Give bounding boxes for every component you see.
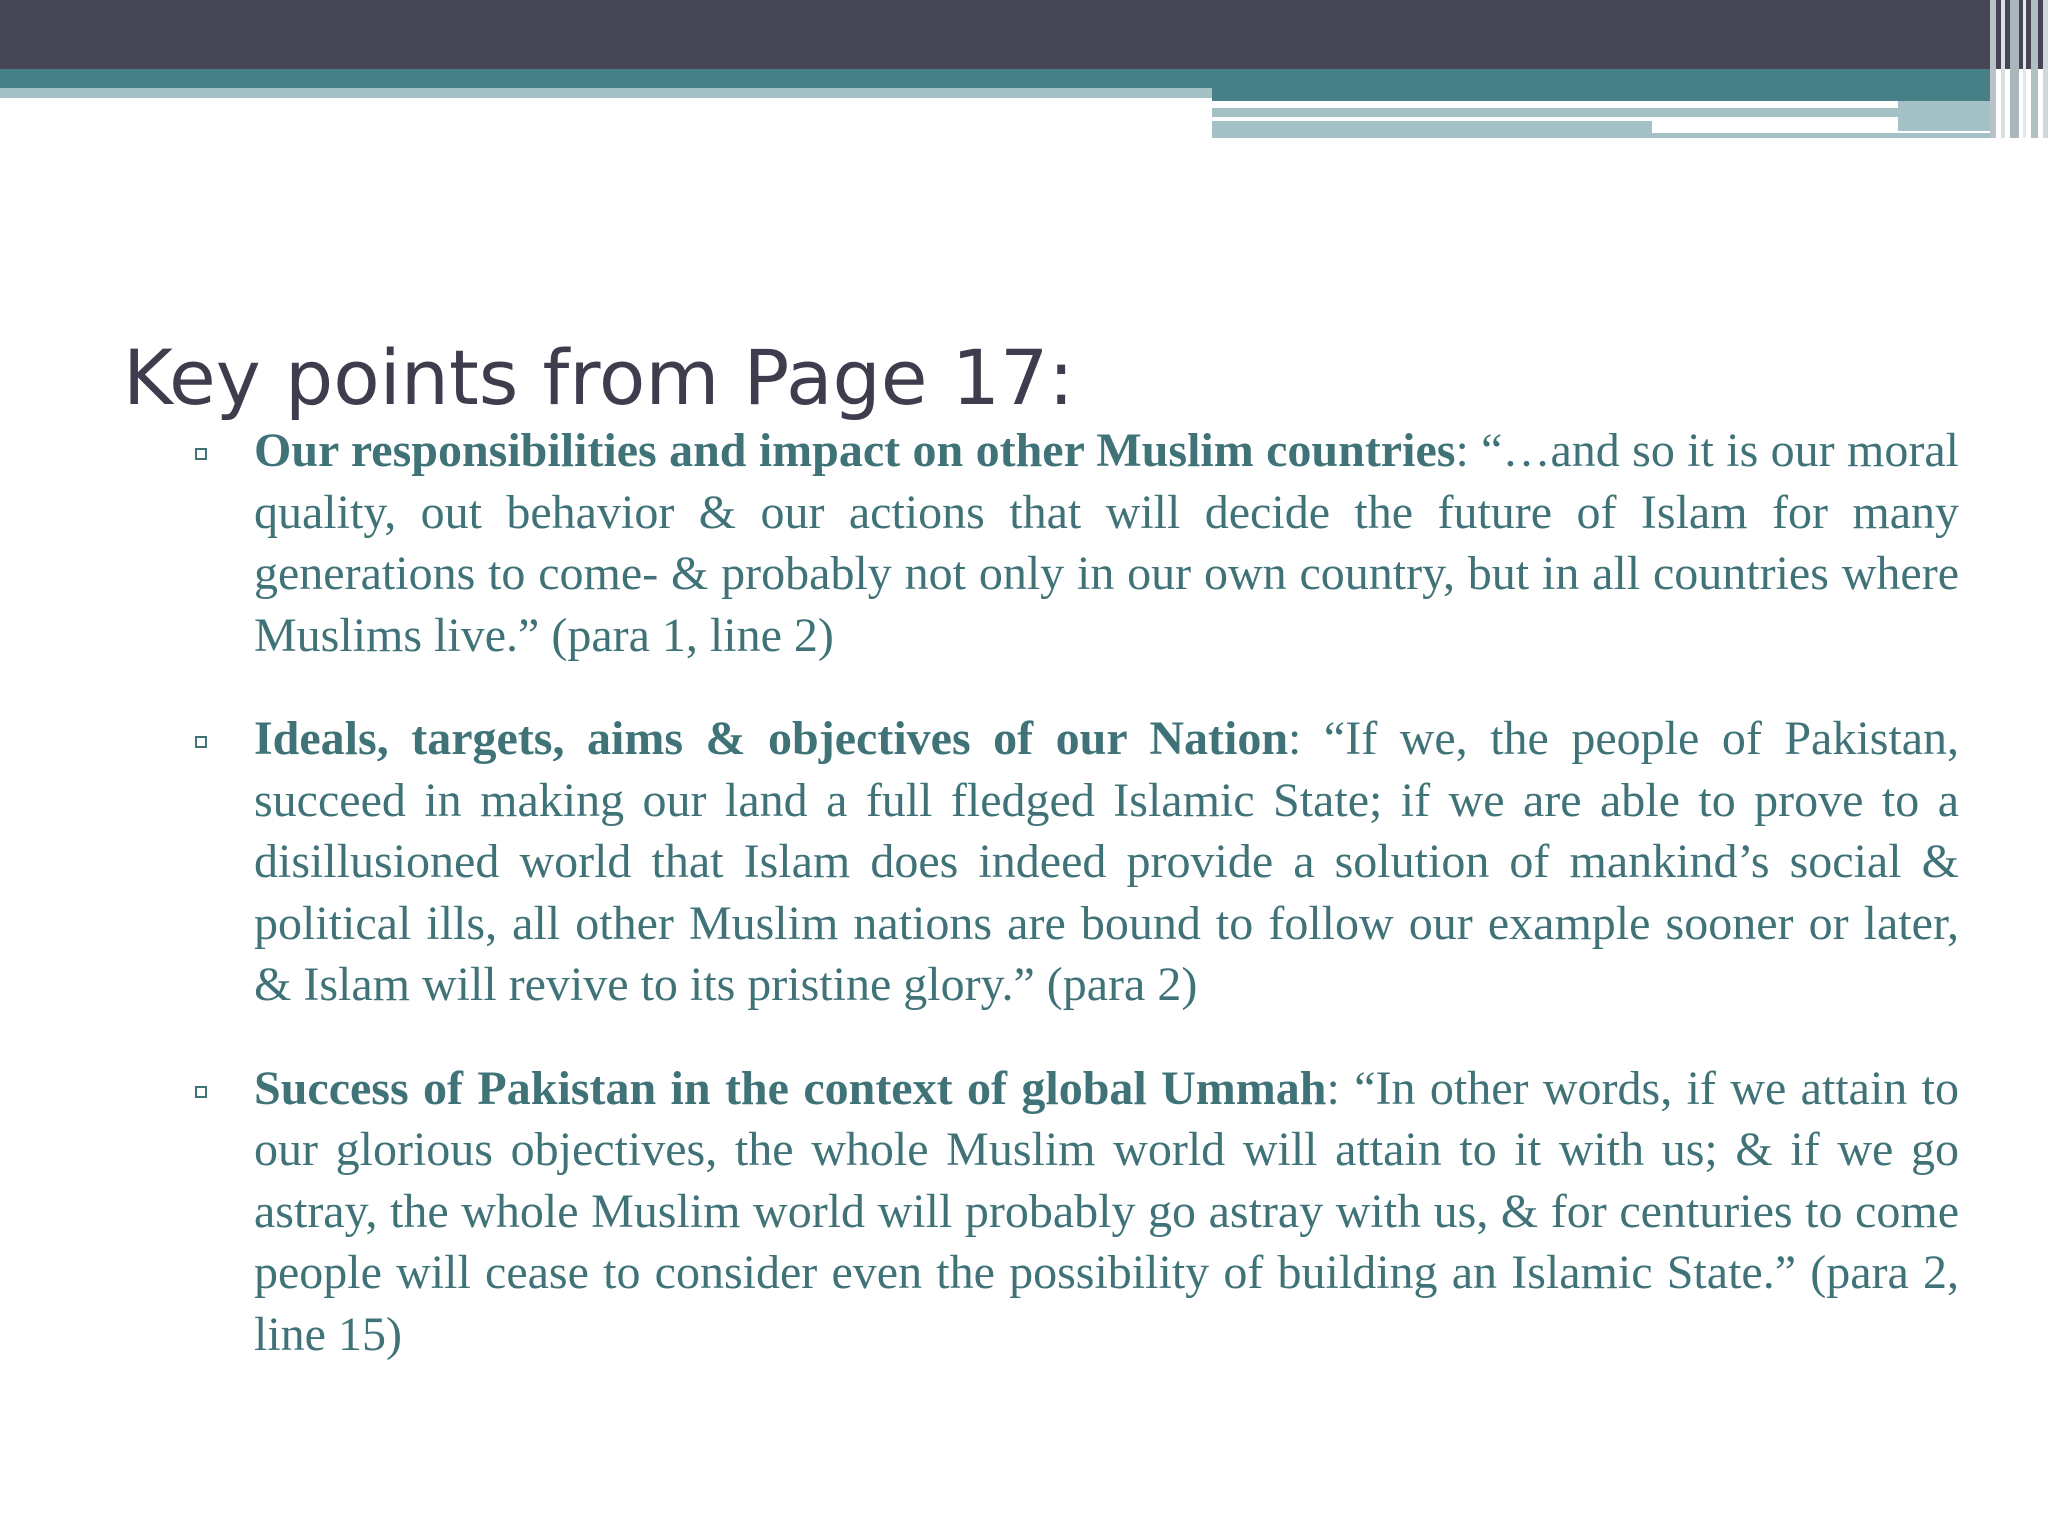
square-bullet-icon xyxy=(195,1086,207,1098)
key-point-heading: Our responsibilities and impact on other Muslim countries xyxy=(254,424,1456,477)
header-teal-band-right xyxy=(1212,88,1990,101)
key-point xyxy=(195,420,1959,666)
key-point-heading: Ideals, targets, aims & objectives of our Nation xyxy=(254,712,1289,765)
header-stripe xyxy=(1990,0,1996,138)
key-point-quote: “…and so it is our moral quality, out behavior & our actions that will decide the future of Islam for many generations to come- & probably not only in our own country, but in all countries where Muslims live.” (para 1, line 2) xyxy=(254,424,1959,662)
key-point-quote: “If we, the people of Pakistan, succeed in making our land a full fledged Islamic State; if we are able to prove to a disillusioned world that Islam does indeed provide a solution of mankind’s social & political ills, all other Muslim nations are bound to follow our example sooner or later, & Islam will revive to its pristine glory.” (para 2) xyxy=(254,712,1960,1011)
key-point-separator: : xyxy=(1326,1061,1355,1115)
header-stripes xyxy=(1990,0,2048,138)
header-stripe xyxy=(2010,0,2019,138)
key-point-separator: : xyxy=(1288,712,1324,765)
slide-title: Key points from Page 17: xyxy=(123,333,1075,422)
key-point xyxy=(195,708,1959,1016)
header-stripe xyxy=(2001,0,2005,138)
header-stripe xyxy=(2023,0,2026,138)
square-bullet-icon xyxy=(195,448,207,460)
key-point-quote: “In other words, if we attain to our glorious objectives, the whole Muslim world will attain to it with us; & if we go astray, the whole Muslim world will probably go astray with us, & for centuries to come people will cease to consider even the possibility of building an Islamic State.” (para 2, line 15) xyxy=(254,1061,1960,1361)
header-dark-band xyxy=(0,0,2048,69)
header-stripe xyxy=(2031,0,2038,138)
header-light-line-2-tail xyxy=(1652,133,1990,138)
header-light-block xyxy=(1898,101,1990,131)
header-teal-band xyxy=(0,69,1990,88)
header-stripe xyxy=(2043,0,2048,138)
key-point xyxy=(195,1058,1959,1366)
header-light-line-2 xyxy=(1212,121,1652,138)
key-point-heading: Success of Pakistan in the context of global Ummah xyxy=(254,1061,1327,1115)
header-light-line-1 xyxy=(1212,108,1898,117)
key-points-list xyxy=(195,420,1959,1407)
header-light-band-left xyxy=(0,88,1212,98)
square-bullet-icon xyxy=(195,736,207,748)
key-point-separator: : xyxy=(1455,424,1482,477)
